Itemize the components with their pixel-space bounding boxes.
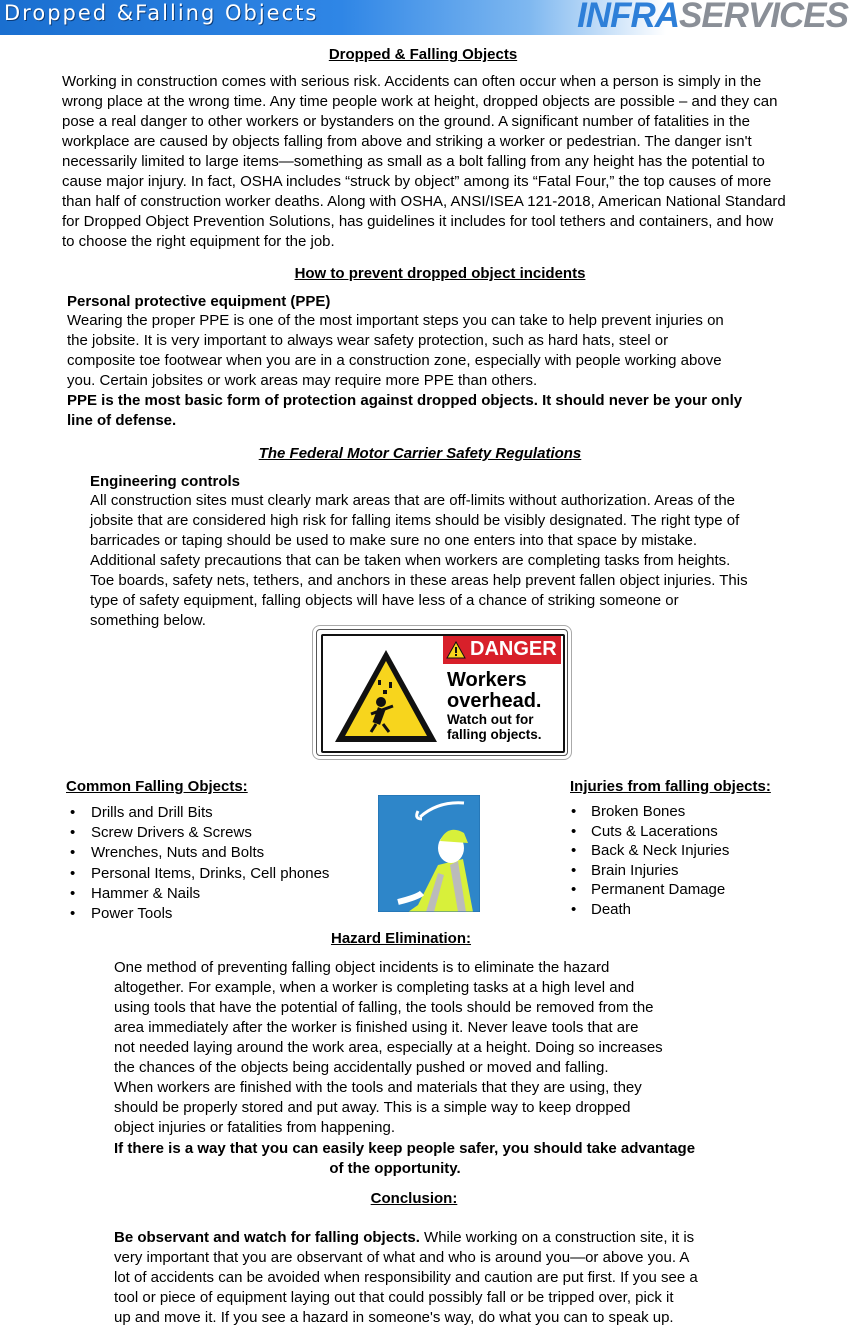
intro-line: than half of construction worker deaths. Along with OSHA, ANSI/ISEA 121-2018, American National Standard [62,193,786,210]
injury-label: Back & Neck Injuries [591,842,730,860]
injuries-heading: Injuries from falling objects: [570,778,771,795]
danger-sign [316,629,568,756]
intro-line: Working in construction comes with serious risk. Accidents can often occur when a person is simply in the [62,73,762,90]
engineering-heading: Engineering controls [90,473,241,490]
conclusion-heading: Conclusion: [370,1190,458,1207]
common-object-label: Power Tools [91,905,173,922]
conclusion-line: very important that you are observant of what and who is around you—or above you. A [114,1249,690,1266]
conclusion-bold-lead: Be observant and watch for falling objects. [114,1229,420,1246]
engineering-line: something below. [90,612,206,629]
hazard-line: should be properly stored and put away. This is a simple way to keep dropped [114,1099,631,1116]
fmcsr-heading: The Federal Motor Carrier Safety Regulations [258,445,582,462]
warning-triangle-icon [446,641,466,659]
sign-line-1: Workers [447,669,527,691]
intro-line: to choose the right equipment for the job. [62,233,335,250]
ppe-line: you. Certain jobsites or work areas may require more PPE than others. [67,372,538,389]
common-object-label: Personal Items, Drinks, Cell phones [91,864,330,882]
sign-line-2: overhead. [447,690,542,712]
bullet-icon: • [571,901,577,918]
bullet-icon: • [571,822,577,840]
bullet-icon: • [571,803,577,820]
common-object-label: Wrenches, Nuts and Bolts [91,844,265,862]
engineering-line: barricades or taping should be used to make sure no one enters into that space by mistake. [90,532,698,549]
ppe-line: composite toe footwear when you are in a construction zone, especially with people working above [67,352,722,369]
company-logo [577,0,848,35]
intro-line: necessarily limited to large items—something as small as a bolt falling from any height has the potential to [62,153,765,170]
ppe-bold-line: PPE is the most basic form of protection against dropped objects. It should never be your only [67,392,743,409]
ppe-bold-line: line of defense. [67,412,177,429]
intro-line: workplace are caused by objects falling from above and striking a worker or pedestrian. The danger isn't [62,133,752,150]
intro-line: pose a real danger to other workers or bystanders on the ground. A significant number of fatalities in the [62,113,750,130]
worker-illustration [378,795,480,912]
bullet-icon: • [70,884,76,902]
danger-header [443,636,561,664]
injury-label: Death [591,901,632,918]
hazard-line: altogether. For example, when a worker is completing tasks at a high level and [114,979,635,996]
common-object-label: Hammer & Nails [91,884,201,902]
header-banner [0,0,854,35]
engineering-line: jobsite that are considered high risk for falling items should be visibly designated. The right type of [90,512,740,529]
sign-line-3: Watch out for [447,712,534,727]
logo-part-b: SERVICES [679,0,848,35]
common-objects-heading: Common Falling Objects: [66,778,248,795]
sign-line-4: falling objects. [447,727,542,742]
injury-label: Broken Bones [591,803,686,820]
common-object-label: Drills and Drill Bits [91,804,213,821]
conclusion-first-rest: While working on a construction site, it is [419,1229,695,1246]
ppe-line: the jobsite. It is very important to always wear safety protection, such as hard hats, steel or [67,332,669,349]
intro-line: for Dropped Object Prevention Solutions, has guidelines it includes for tool tethers and containers, and how [62,213,774,230]
bullet-icon: • [70,905,76,922]
bullet-icon: • [571,881,577,899]
injury-label: Cuts & Lacerations [591,822,718,840]
banner-title: Dropped &Falling Objects [4,1,319,25]
hazard-line: object injuries or fatalities from happening. [114,1119,395,1136]
injury-label: Permanent Damage [591,881,726,899]
intro-line: wrong place at the wrong time. Any time people work at height, dropped objects are possible – and they can [62,93,778,110]
engineering-line: All construction sites must clearly mark areas that are off-limits without authorization. Areas of the [90,492,735,509]
conclusion-line: tool or piece of equipment laying out that could possibly fall or be tripped over, pick it [114,1289,674,1306]
falling-objects-warning-icon [331,644,441,749]
conclusion-first-line [114,1228,694,1248]
conclusion-line: up and move it. If you see a hazard in someone's way, do what you can to speak up. [114,1309,674,1326]
hazard-bold-line: If there is a way that you can easily keep people safer, you should take advantage [114,1140,696,1157]
engineering-line: Toe boards, safety nets, tethers, and anchors in these areas help prevent fallen object injuries. This [90,572,748,589]
hazard-heading: Hazard Elimination: [330,930,472,947]
engineering-line: Additional safety precautions that can be taken when workers are completing tasks from heights. [90,552,731,569]
hazard-line: When workers are finished with the tools and materials that they are using, they [114,1079,642,1096]
prevent-heading: How to prevent dropped object incidents [294,265,586,282]
bullet-icon: • [70,804,76,821]
hazard-line: area immediately after the worker is finished using it. Never leave tools that are [114,1019,639,1036]
ppe-heading: Personal protective equipment (PPE) [67,293,331,310]
bullet-icon: • [571,842,577,860]
hazard-line: using tools that have the potential of falling, the tools should be removed from the [114,999,654,1016]
common-object-label: Screw Drivers & Screws [91,824,252,842]
hazard-line: not needed laying around the work area, especially at a height. Doing so increases [114,1039,663,1056]
bullet-icon: • [70,824,76,842]
intro-line: cause major injury. In fact, OSHA includes “struck by object” among its “Fatal Four,” the top causes of more [62,173,772,190]
injury-label: Brain Injuries [591,861,679,879]
hazard-line: One method of preventing falling object incidents is to eliminate the hazard [114,959,610,976]
danger-label: DANGER [470,638,557,660]
bullet-icon: • [70,864,76,882]
conclusion-line: lot of accidents can be avoided when responsibility and caution are put first. If you see a [114,1269,698,1286]
ppe-line: Wearing the proper PPE is one of the most important steps you can take to help prevent injuries on [67,312,724,329]
bullet-icon: • [571,861,577,879]
hazard-line: the chances of the objects being accidentally pushed or moved and falling. [114,1059,609,1076]
engineering-line: type of safety equipment, falling objects will have less of a chance of striking someone or [90,592,679,609]
sign-text [447,670,542,742]
document-title: Dropped & Falling Objects [328,46,518,63]
bullet-icon: • [70,844,76,862]
logo-part-a: INFRA [577,0,679,35]
hazard-bold-line: of the opportunity. [329,1160,461,1177]
